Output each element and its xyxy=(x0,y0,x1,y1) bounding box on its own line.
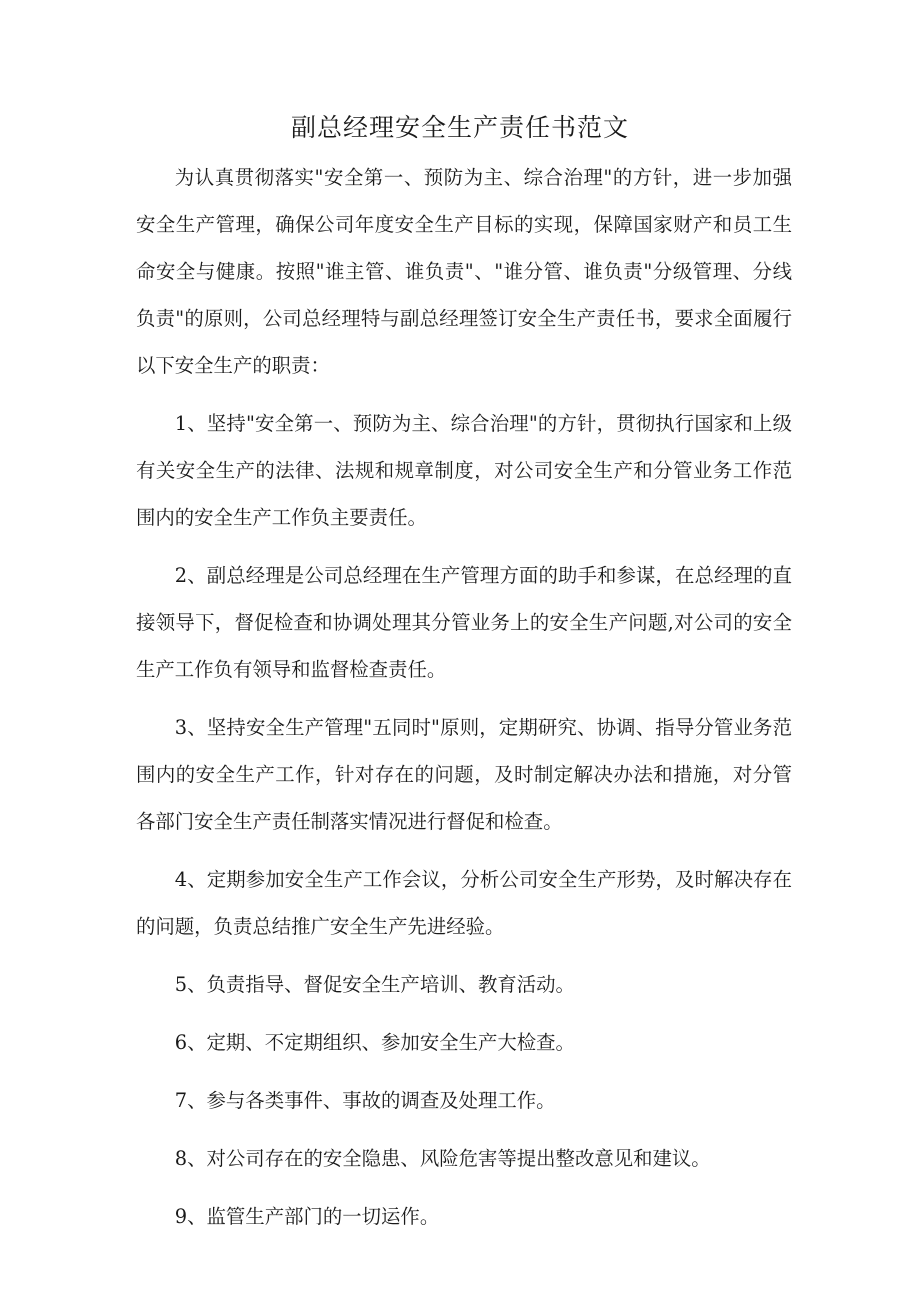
clause-6: 6、定期、不定期组织、参加安全生产大检查。 xyxy=(174,1031,575,1054)
intro-paragraph: 为认真贯彻落实"安全第一、预防为主、综合治理"的方针，进一步加强安全生产管理，确保公司年度安全生产目标的实现，保障国家财产和员工生命安全与健康。按照"谁主管、谁负责"、"谁分管、谁负责"分级管理、分线负责"的原则，公司总经理特与副总经理签订安全生产责任书，要求全面履行以下安全生产的职责： xyxy=(136,166,792,377)
clause-3: 3、坚持安全生产管理"五同时"原则，定期研究、协调、指导分管业务范围内的安全生产工作，针对存在的问题，及时制定解决办法和措施，对分管各部门安全生产责任制落实情况进行督促和检查。 xyxy=(136,716,792,833)
document-body xyxy=(136,154,792,1240)
clause-4: 4、定期参加安全生产工作会议，分析公司安全生产形势，及时解决存在的问题，负责总结推广安全生产先进经验。 xyxy=(136,868,792,938)
clause-7: 7、参与各类事件、事故的调查及处理工作。 xyxy=(174,1089,556,1112)
document-title: 副总经理安全生产责任书范文 xyxy=(290,113,629,142)
clause-1: 1、坚持"安全第一、预防为主、综合治理"的方针，贯彻执行国家和上级有关安全生产的法律、法规和规章制度，对公司安全生产和分管业务工作范围内的安全生产工作负主要责任。 xyxy=(136,412,792,529)
clause-8: 8、对公司存在的安全隐患、风险危害等提出整改意见和建议。 xyxy=(174,1147,711,1170)
clause-5: 5、负责指导、督促安全生产培训、教育活动。 xyxy=(174,973,575,996)
clause-9: 9、监管生产部门的一切运作。 xyxy=(174,1205,440,1228)
clause-2: 2、副总经理是公司总经理在生产管理方面的助手和参谋，在总经理的直接领导下，督促检查和协调处理其分管业务上的安全生产问题,对公司的安全生产工作负有领导和监督检查责任。 xyxy=(136,564,792,681)
